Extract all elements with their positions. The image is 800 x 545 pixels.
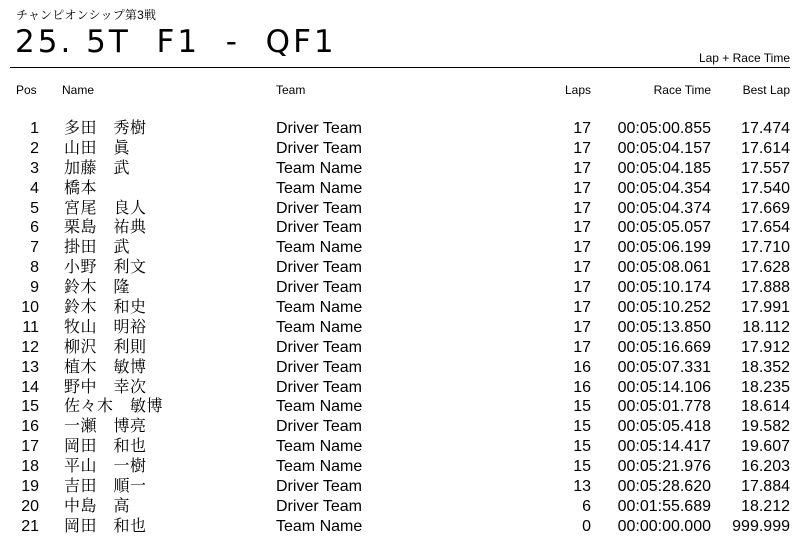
table-row (0, 238, 800, 258)
result-name: 鈴木 隆 (64, 279, 131, 297)
result-team: Driver Team (276, 497, 362, 515)
table-row (0, 338, 800, 358)
result-race-time: 00:05:10.174 (617, 279, 711, 297)
table-row (0, 378, 800, 398)
result-pos: 15 (21, 398, 39, 416)
result-race-time: 00:05:01.778 (617, 398, 711, 416)
result-team: Driver Team (276, 139, 362, 157)
result-best-lap: 18.112 (742, 318, 790, 336)
result-race-time: 00:05:00.855 (617, 120, 711, 137)
table-row (0, 397, 800, 417)
header-team: Team (276, 83, 306, 97)
results-table (0, 119, 800, 537)
result-pos: 13 (21, 358, 39, 376)
result-team: Driver Team (276, 358, 362, 376)
result-name: 中島 高 (64, 497, 131, 515)
result-race-time: 00:05:05.057 (617, 219, 711, 237)
result-name: 多田 秀樹 (64, 120, 147, 137)
result-pos: 17 (21, 438, 39, 456)
result-laps: 15 (573, 438, 591, 456)
result-best-lap: 17.628 (741, 259, 790, 277)
result-team: Team Name (276, 159, 363, 177)
race-title: 25. 5T F1 - QF1 (15, 24, 337, 60)
result-pos: 9 (30, 279, 39, 297)
result-best-lap: 17.540 (741, 179, 790, 197)
result-pos: 2 (30, 139, 39, 157)
result-pos: 21 (21, 517, 39, 535)
result-best-lap: 17.888 (741, 279, 790, 297)
table-row (0, 218, 800, 238)
result-best-lap: 19.607 (741, 438, 790, 456)
result-name: 牧山 明裕 (64, 318, 147, 336)
header-name: Name (62, 83, 95, 97)
result-laps: 0 (582, 517, 591, 535)
result-name: 山田 眞 (64, 139, 131, 157)
result-best-lap: 16.203 (741, 458, 790, 476)
table-row (0, 278, 800, 298)
result-name: 鈴木 和史 (64, 299, 147, 317)
result-team: Driver Team (276, 478, 362, 496)
result-name: 吉田 順一 (64, 478, 147, 496)
result-pos: 12 (21, 338, 39, 356)
header-pos: Pos (16, 83, 37, 97)
result-best-lap: 19.582 (741, 418, 790, 436)
result-laps: 17 (573, 179, 591, 197)
result-best-lap: 17.474 (741, 120, 790, 137)
table-row (0, 437, 800, 457)
result-name: 掛田 武 (64, 239, 131, 257)
table-row (0, 417, 800, 437)
result-race-time: 00:05:06.199 (617, 239, 711, 257)
report-type-label: Lap + Race Time (698, 51, 790, 65)
result-laps: 15 (573, 418, 591, 436)
result-name: 柳沢 利則 (64, 338, 147, 356)
result-laps: 6 (582, 497, 591, 515)
result-team: Team Name (276, 458, 363, 476)
result-team: Team Name (276, 398, 363, 416)
result-team: Team Name (276, 438, 363, 456)
result-laps: 16 (573, 378, 591, 396)
result-name: 栗島 祐典 (64, 219, 147, 237)
result-name: 野中 幸次 (64, 378, 147, 396)
table-row (0, 179, 800, 199)
column-headers (0, 82, 800, 98)
result-team: Team Name (276, 239, 363, 257)
result-best-lap: 17.614 (741, 139, 790, 157)
result-name: 佐々木 敏博 (64, 398, 164, 416)
result-laps: 15 (573, 398, 591, 416)
result-race-time: 00:00:00.000 (617, 517, 711, 535)
result-team: Team Name (276, 318, 363, 336)
result-race-time: 00:05:04.374 (617, 199, 711, 217)
result-team: Driver Team (276, 338, 362, 356)
table-row (0, 258, 800, 278)
result-best-lap: 999.999 (732, 517, 790, 535)
result-name: 植木 敏博 (64, 358, 147, 376)
result-race-time: 00:05:07.331 (617, 358, 711, 376)
table-row (0, 477, 800, 497)
result-laps: 15 (573, 458, 591, 476)
result-laps: 17 (573, 299, 591, 317)
result-race-time: 00:05:14.106 (617, 378, 711, 396)
result-name: 橋本 (64, 179, 98, 197)
result-pos: 4 (30, 179, 39, 197)
result-laps: 17 (573, 318, 591, 336)
result-team: Team Name (276, 179, 363, 197)
result-team: Team Name (276, 299, 363, 317)
result-race-time: 00:05:05.418 (617, 418, 711, 436)
result-race-time: 00:05:28.620 (617, 478, 711, 496)
result-pos: 19 (21, 478, 39, 496)
header-race-time: Race Time (653, 83, 711, 97)
result-team: Driver Team (276, 418, 362, 436)
result-name: 一瀬 博亮 (64, 418, 147, 436)
result-pos: 1 (30, 120, 39, 137)
table-row (0, 139, 800, 159)
table-row (0, 457, 800, 477)
result-best-lap: 17.654 (741, 219, 790, 237)
result-name: 小野 利文 (64, 259, 147, 277)
result-pos: 3 (30, 159, 39, 177)
result-team: Driver Team (276, 199, 362, 217)
result-race-time: 00:05:04.354 (617, 179, 711, 197)
result-pos: 11 (22, 318, 39, 336)
result-laps: 13 (573, 478, 591, 496)
result-best-lap: 18.235 (741, 378, 790, 396)
result-pos: 10 (21, 299, 39, 317)
result-race-time: 00:05:13.850 (617, 318, 711, 336)
table-row (0, 497, 800, 517)
result-best-lap: 17.710 (741, 239, 790, 257)
result-laps: 17 (573, 219, 591, 237)
result-race-time: 00:05:14.417 (617, 438, 711, 456)
result-race-time: 00:05:21.976 (617, 458, 711, 476)
result-laps: 17 (573, 159, 591, 177)
result-team: Team Name (276, 517, 363, 535)
result-pos: 8 (30, 259, 39, 277)
result-best-lap: 17.884 (741, 478, 790, 496)
result-team: Driver Team (276, 120, 362, 137)
table-row (0, 119, 800, 139)
table-row (0, 318, 800, 338)
result-race-time: 00:05:08.061 (617, 259, 711, 277)
header-best-lap: Best Lap (742, 83, 790, 97)
table-row (0, 159, 800, 179)
table-row (0, 298, 800, 318)
table-row (0, 358, 800, 378)
result-race-time: 00:05:04.157 (617, 139, 711, 157)
result-laps: 17 (573, 239, 591, 257)
result-pos: 14 (21, 378, 39, 396)
result-best-lap: 17.557 (741, 159, 790, 177)
result-name: 宮尾 良人 (64, 199, 147, 217)
result-team: Driver Team (276, 219, 362, 237)
result-best-lap: 18.352 (741, 358, 790, 376)
result-laps: 17 (573, 199, 591, 217)
result-best-lap: 17.991 (741, 299, 790, 317)
result-pos: 18 (21, 458, 39, 476)
table-row (0, 199, 800, 219)
result-laps: 16 (573, 358, 591, 376)
result-team: Driver Team (276, 279, 362, 297)
result-pos: 6 (30, 219, 39, 237)
result-best-lap: 18.212 (741, 497, 790, 515)
result-race-time: 00:05:04.185 (617, 159, 711, 177)
result-pos: 20 (21, 497, 39, 515)
result-team: Driver Team (276, 259, 362, 277)
result-pos: 7 (30, 239, 39, 257)
result-laps: 17 (573, 279, 591, 297)
result-best-lap: 17.669 (741, 199, 790, 217)
header-rule (10, 67, 790, 68)
result-best-lap: 18.614 (741, 398, 790, 416)
result-name: 岡田 和也 (64, 517, 147, 535)
result-laps: 17 (573, 139, 591, 157)
result-race-time: 00:01:55.689 (617, 497, 711, 515)
result-pos: 5 (30, 199, 39, 217)
result-pos: 16 (21, 418, 39, 436)
result-name: 岡田 和也 (64, 438, 147, 456)
result-laps: 17 (573, 259, 591, 277)
result-name: 平山 一樹 (64, 458, 147, 476)
result-race-time: 00:05:16.669 (617, 338, 711, 356)
result-team: Driver Team (276, 378, 362, 396)
result-race-time: 00:05:10.252 (617, 299, 711, 317)
result-laps: 17 (573, 338, 591, 356)
result-name: 加藤 武 (64, 159, 131, 177)
table-row (0, 517, 800, 537)
event-title: チャンピオンシップ第3戦 (16, 8, 157, 22)
header-laps: Laps (564, 83, 591, 97)
result-laps: 17 (573, 120, 591, 137)
result-best-lap: 17.912 (741, 338, 790, 356)
